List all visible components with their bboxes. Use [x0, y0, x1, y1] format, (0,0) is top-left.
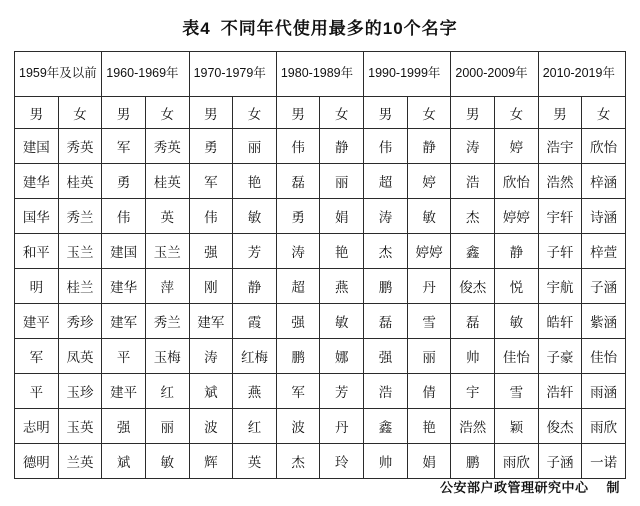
- table-cell: 敏: [407, 199, 451, 234]
- table-cell: 一诺: [582, 444, 626, 479]
- source-org: 公安部户政管理研究中心: [439, 480, 589, 495]
- table-cell: 凤英: [58, 339, 102, 374]
- table-cell: 鹏: [451, 444, 495, 479]
- table-cell: 红: [145, 374, 189, 409]
- table-cell: 涛: [364, 199, 408, 234]
- table-cell: 平: [15, 374, 59, 409]
- table-cell: 红: [233, 409, 277, 444]
- table-row: [15, 234, 626, 269]
- table-cell: 静: [407, 129, 451, 164]
- table-cell: 宇轩: [538, 199, 582, 234]
- gender-header: 男: [102, 97, 146, 129]
- table-row: [15, 339, 626, 374]
- table-cell: 诗涵: [582, 199, 626, 234]
- table-cell: 志明: [15, 409, 59, 444]
- table-cell: 颖: [495, 409, 539, 444]
- table-cell: 紫涵: [582, 304, 626, 339]
- names-table: [14, 51, 626, 479]
- table-cell: 勇: [189, 129, 233, 164]
- table-cell: 浩: [364, 374, 408, 409]
- table-cell: 建平: [15, 304, 59, 339]
- table-cell: 静: [495, 234, 539, 269]
- table-cell: 倩: [407, 374, 451, 409]
- page-title: [14, 0, 626, 51]
- table-cell: 帅: [364, 444, 408, 479]
- table-cell: 玲: [320, 444, 364, 479]
- table-cell: 英: [145, 199, 189, 234]
- table-cell: 欣怡: [495, 164, 539, 199]
- table-cell: 超: [276, 269, 320, 304]
- table-row: [15, 374, 626, 409]
- table-cell: 娟: [320, 199, 364, 234]
- table-cell: 敏: [320, 304, 364, 339]
- table-cell: 丽: [233, 129, 277, 164]
- gender-header: 男: [189, 97, 233, 129]
- table-cell: 波: [189, 409, 233, 444]
- table-cell: 玉梅: [145, 339, 189, 374]
- table-cell: 强: [276, 304, 320, 339]
- table-cell: 涛: [276, 234, 320, 269]
- table-cell: 建国: [102, 234, 146, 269]
- table-cell: 艳: [320, 234, 364, 269]
- table-number: 表4: [182, 19, 211, 38]
- table-cell: 建华: [102, 269, 146, 304]
- table-cell: 建国: [15, 129, 59, 164]
- gender-header-row: [15, 97, 626, 129]
- table-cell: 宇: [451, 374, 495, 409]
- table-row: [15, 409, 626, 444]
- table-cell: 子涵: [538, 444, 582, 479]
- table-cell: 波: [276, 409, 320, 444]
- table-cell: 涛: [189, 339, 233, 374]
- table-cell: 军: [102, 129, 146, 164]
- table-cell: 浩: [451, 164, 495, 199]
- table-cell: 萍: [145, 269, 189, 304]
- decade-header-1: 1959年及以前: [15, 52, 102, 97]
- table-body: [15, 129, 626, 479]
- table-cell: 杰: [364, 234, 408, 269]
- table-cell: 雨涵: [582, 374, 626, 409]
- table-row: [15, 164, 626, 199]
- table-cell: 敏: [495, 304, 539, 339]
- table-cell: 明: [15, 269, 59, 304]
- table-cell: 梓涵: [582, 164, 626, 199]
- table-cell: 玉珍: [58, 374, 102, 409]
- table-cell: 强: [189, 234, 233, 269]
- table-cell: 斌: [102, 444, 146, 479]
- table-cell: 丹: [407, 269, 451, 304]
- gender-header: 女: [145, 97, 189, 129]
- gender-header: 女: [233, 97, 277, 129]
- table-row: [15, 129, 626, 164]
- table-cell: 杰: [276, 444, 320, 479]
- table-cell: 雨欣: [495, 444, 539, 479]
- decade-header-2: 1960-1969年: [102, 52, 189, 97]
- gender-header: 男: [15, 97, 59, 129]
- table-cell: 雨欣: [582, 409, 626, 444]
- table-cell: 雪: [407, 304, 451, 339]
- table-cell: 佳怡: [582, 339, 626, 374]
- table-cell: 艳: [407, 409, 451, 444]
- table-cell: 辉: [189, 444, 233, 479]
- table-cell: 子豪: [538, 339, 582, 374]
- gender-header: 女: [320, 97, 364, 129]
- table-cell: 桂英: [58, 164, 102, 199]
- table-cell: 刚: [189, 269, 233, 304]
- table-cell: 涛: [451, 129, 495, 164]
- table-cell: 和平: [15, 234, 59, 269]
- table-cell: 鹏: [276, 339, 320, 374]
- table-head: [15, 52, 626, 129]
- table-cell: 浩然: [538, 164, 582, 199]
- decade-header-row: [15, 52, 626, 97]
- table-cell: 浩轩: [538, 374, 582, 409]
- decade-header-6: 2000-2009年: [451, 52, 538, 97]
- table-cell: 静: [233, 269, 277, 304]
- table-cell: 霞: [233, 304, 277, 339]
- table-cell: 杰: [451, 199, 495, 234]
- table-cell: 秀英: [58, 129, 102, 164]
- table-row: [15, 269, 626, 304]
- table-cell: 艳: [233, 164, 277, 199]
- gender-header: 女: [58, 97, 102, 129]
- table-cell: 建军: [102, 304, 146, 339]
- table-cell: 平: [102, 339, 146, 374]
- table-cell: 秀珍: [58, 304, 102, 339]
- table-cell: 娟: [407, 444, 451, 479]
- table-cell: 雪: [495, 374, 539, 409]
- table-cell: 婷: [495, 129, 539, 164]
- table-cell: 玉英: [58, 409, 102, 444]
- table-cell: 英: [233, 444, 277, 479]
- table-cell: 婷婷: [407, 234, 451, 269]
- table-cell: 子轩: [538, 234, 582, 269]
- table-cell: 娜: [320, 339, 364, 374]
- table-cell: 红梅: [233, 339, 277, 374]
- table-cell: 建平: [102, 374, 146, 409]
- table-cell: 伟: [276, 129, 320, 164]
- table-cell: 浩宇: [538, 129, 582, 164]
- source-suffix: 制: [606, 480, 620, 495]
- table-cell: 婷: [407, 164, 451, 199]
- table-cell: 建华: [15, 164, 59, 199]
- table-cell: 婷婷: [495, 199, 539, 234]
- gender-header: 女: [582, 97, 626, 129]
- decade-header-7: 2010-2019年: [538, 52, 625, 97]
- table-cell: 悦: [495, 269, 539, 304]
- table-cell: 鹏: [364, 269, 408, 304]
- table-cell: 强: [364, 339, 408, 374]
- table-cell: 勇: [276, 199, 320, 234]
- table-cell: 梓萱: [582, 234, 626, 269]
- table-cell: 磊: [276, 164, 320, 199]
- table-cell: 磊: [364, 304, 408, 339]
- table-cell: 燕: [233, 374, 277, 409]
- table-cell: 秀英: [145, 129, 189, 164]
- table-cell: 芳: [233, 234, 277, 269]
- table-cell: 芳: [320, 374, 364, 409]
- table-cell: 宇航: [538, 269, 582, 304]
- table-cell: 军: [15, 339, 59, 374]
- table-cell: 鑫: [451, 234, 495, 269]
- table-cell: 丽: [320, 164, 364, 199]
- gender-header: 男: [364, 97, 408, 129]
- table-cell: 丹: [320, 409, 364, 444]
- gender-header: 女: [407, 97, 451, 129]
- table-cell: 伟: [102, 199, 146, 234]
- decade-header-5: 1990-1999年: [364, 52, 451, 97]
- table-cell: 静: [320, 129, 364, 164]
- table-cell: 丽: [145, 409, 189, 444]
- table-cell: 皓轩: [538, 304, 582, 339]
- table-cell: 俊杰: [451, 269, 495, 304]
- table-cell: 兰英: [58, 444, 102, 479]
- gender-header: 男: [451, 97, 495, 129]
- table-cell: 桂兰: [58, 269, 102, 304]
- table-cell: 建军: [189, 304, 233, 339]
- table-cell: 丽: [407, 339, 451, 374]
- table-row: [15, 199, 626, 234]
- table-cell: 磊: [451, 304, 495, 339]
- table-cell: 军: [276, 374, 320, 409]
- table-title-text: 不同年代使用最多的10个名字: [220, 19, 458, 38]
- table-cell: 军: [189, 164, 233, 199]
- table-cell: 勇: [102, 164, 146, 199]
- table-cell: 帅: [451, 339, 495, 374]
- gender-header: 男: [276, 97, 320, 129]
- table-cell: 秀兰: [58, 199, 102, 234]
- table-cell: 玉兰: [145, 234, 189, 269]
- table-cell: 浩然: [451, 409, 495, 444]
- table-cell: 德明: [15, 444, 59, 479]
- decade-header-3: 1970-1979年: [189, 52, 276, 97]
- table-cell: 超: [364, 164, 408, 199]
- table-cell: 斌: [189, 374, 233, 409]
- table-cell: 秀兰: [145, 304, 189, 339]
- table-cell: 俊杰: [538, 409, 582, 444]
- table-row: [15, 304, 626, 339]
- table-cell: 敏: [145, 444, 189, 479]
- table-cell: 桂英: [145, 164, 189, 199]
- table-cell: 欣怡: [582, 129, 626, 164]
- gender-header: 男: [538, 97, 582, 129]
- decade-header-4: 1980-1989年: [276, 52, 363, 97]
- table-cell: 燕: [320, 269, 364, 304]
- table-cell: 敏: [233, 199, 277, 234]
- table-cell: 玉兰: [58, 234, 102, 269]
- table-row: [15, 444, 626, 479]
- table-cell: 强: [102, 409, 146, 444]
- source-attribution: [440, 477, 620, 496]
- table-cell: 伟: [189, 199, 233, 234]
- table-cell: 伟: [364, 129, 408, 164]
- table-cell: 佳怡: [495, 339, 539, 374]
- table-cell: 国华: [15, 199, 59, 234]
- gender-header: 女: [495, 97, 539, 129]
- table-cell: 鑫: [364, 409, 408, 444]
- table-cell: 子涵: [582, 269, 626, 304]
